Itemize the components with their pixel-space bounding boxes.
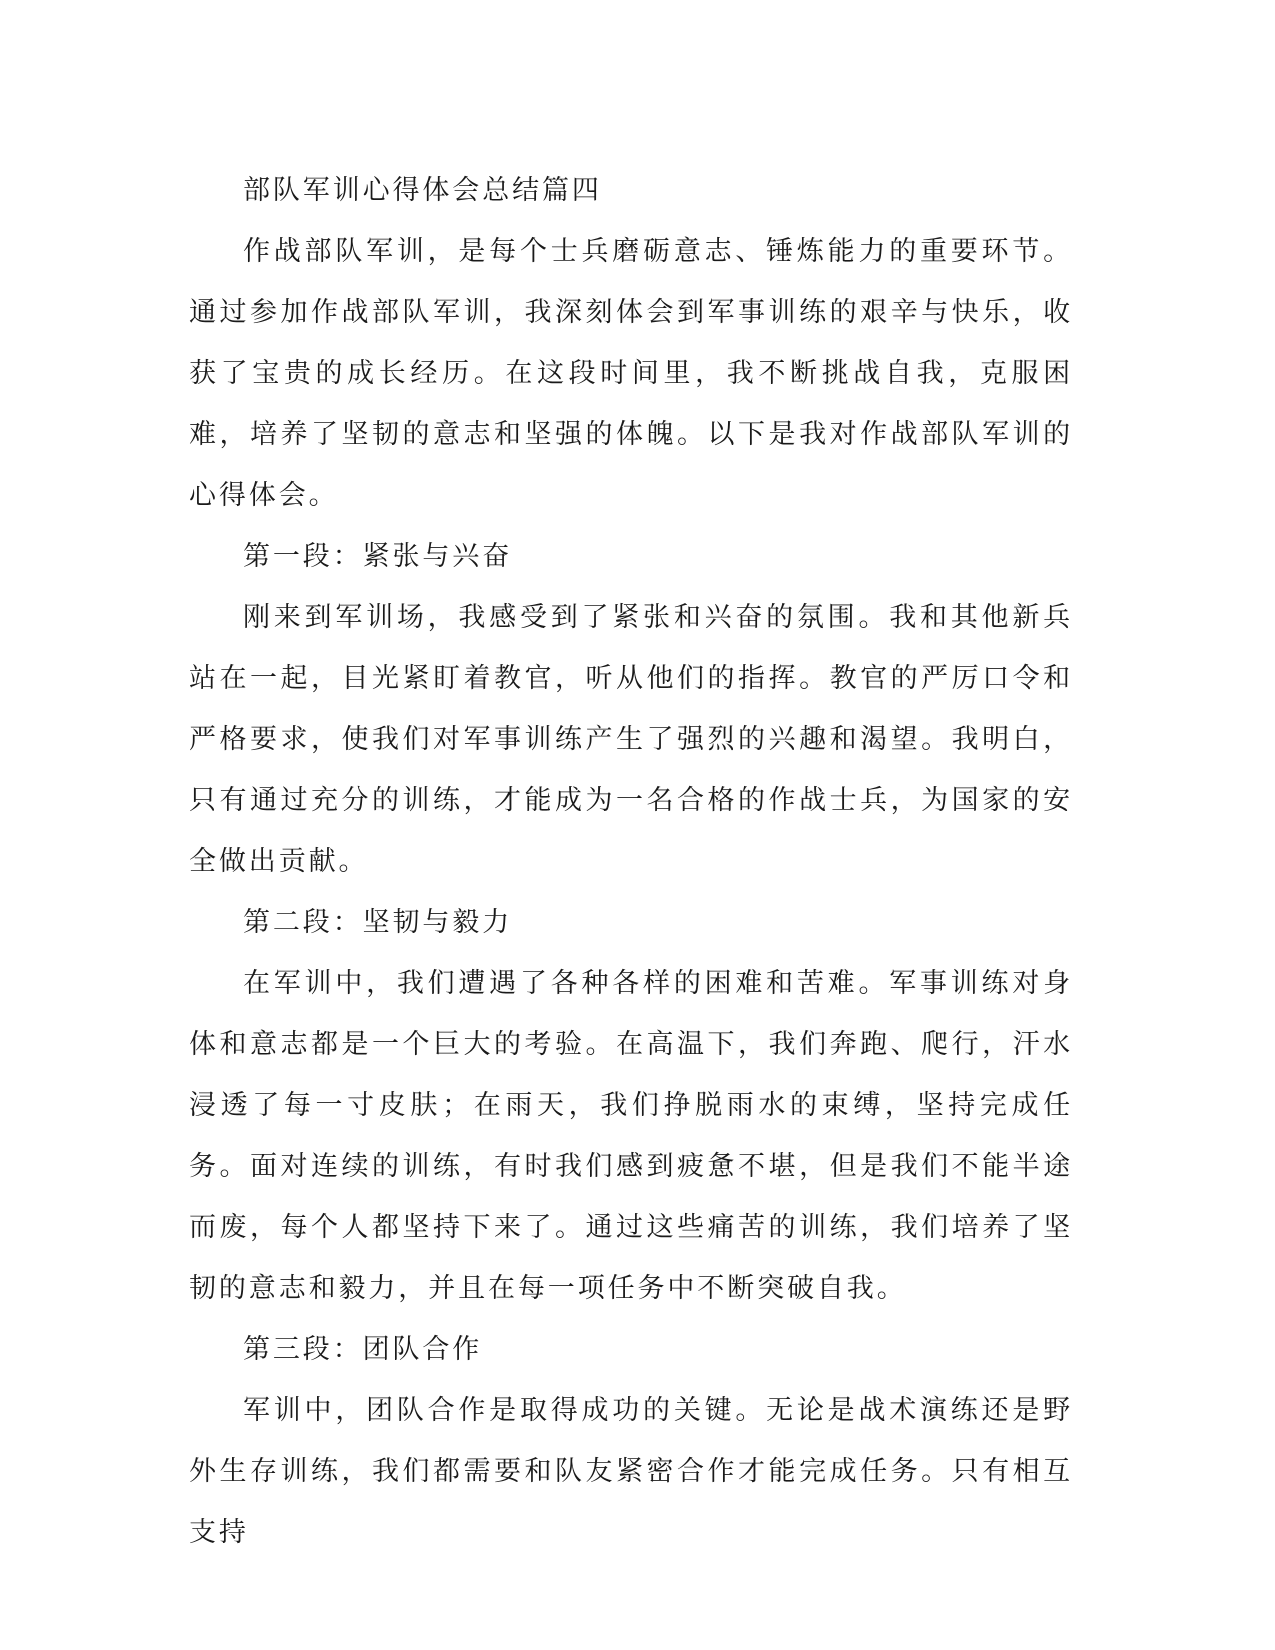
section-body-3: 军训中，团队合作是取得成功的关键。无论是战术演练还是野外生存训练，我们都需要和队友紧密合作才能完成任务。只有相互支持 (189, 1395, 1073, 1548)
section-body-2: 在军训中，我们遭遇了各种各样的困难和苦难。军事训练对身体和意志都是一个巨大的考验。在高温下，我们奔跑、爬行，汗水浸透了每一寸皮肤；在雨天，我们挣脱雨水的束缚，坚持完成任务。面对连续的训练，有时我们感到疲惫不堪，但是我们不能半途而废，每个人都坚持下来了。通过这些痛苦的训练，我们培养了坚韧的意志和毅力，并且在每一项任务中不断突破自我。 (189, 968, 1073, 1304)
document-title: 部队军训心得体会总结篇四 (243, 175, 602, 206)
section-body-1: 刚来到军训场，我感受到了紧张和兴奋的氛围。我和其他新兵站在一起，目光紧盯着教官，听从他们的指挥。教官的严厉口令和严格要求，使我们对军事训练产生了强烈的兴趣和渴望。我明白，只有通过充分的训练，才能成为一名合格的作战士兵，为国家的安全做出贡献。 (189, 602, 1073, 877)
document-body (189, 160, 1073, 1563)
section-heading-1: 第一段：紧张与兴奋 (243, 541, 513, 572)
intro-paragraph: 作战部队军训，是每个士兵磨砺意志、锤炼能力的重要环节。通过参加作战部队军训，我深刻体会到军事训练的艰辛与快乐，收获了宝贵的成长经历。在这段时间里，我不断挑战自我，克服困难，培养了坚韧的意志和坚强的体魄。以下是我对作战部队军训的心得体会。 (189, 236, 1073, 511)
section-heading-2: 第二段：坚韧与毅力 (243, 907, 513, 938)
section-heading-3: 第三段：团队合作 (243, 1334, 483, 1365)
